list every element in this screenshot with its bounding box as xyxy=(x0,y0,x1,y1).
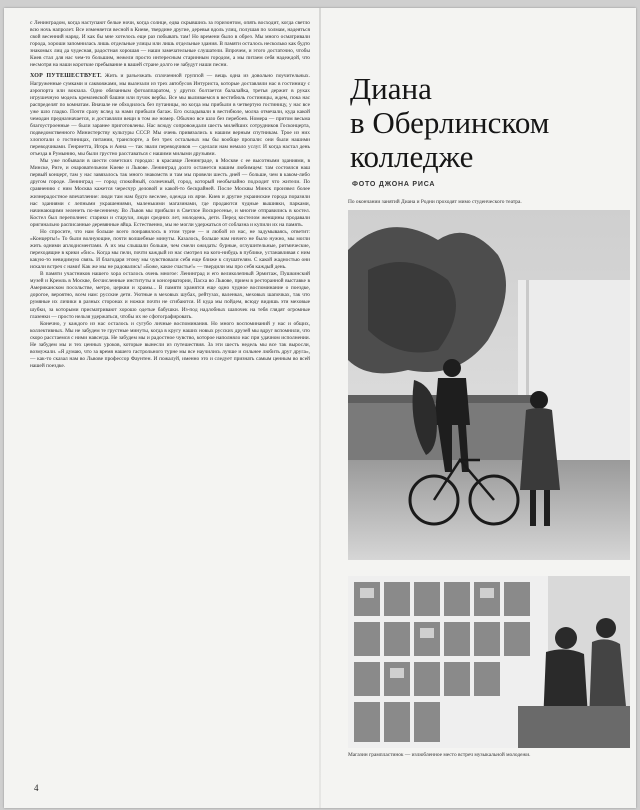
article-body-column xyxy=(30,20,310,790)
body-paragraph-2 xyxy=(30,73,310,158)
body-paragraph-4: Но спросите, что нам больше всего понравилось в этом турне — и любой из нас, не задумываясь, ответит: «Концерты!» То были волнующие, почти волшебные минуты. Казалось, больше нам ничего не было нужно, мы могли жить одними аплодисментами. А их мы слышали больше, чем смели ожидать: бурные, оглушительные, ритмические, переходящие в крики «бис». Когда мы пели, почти каждый из нас смотрел на кого-нибудь в публике, устанавливая с ним какую-то невидимую связь. И благодаря этому мы чувствовали себя еще ближе к слушателям. С какой жадностью они искали встреч с нами! Как же мы не радовались! «Боже, какое счастье!» — твердили мы про себя каждый день. xyxy=(30,228,310,271)
page-number: 4 xyxy=(34,783,39,793)
photo-credit: ФОТО ДЖОНА РИСА xyxy=(352,181,436,188)
campus-photo xyxy=(348,210,630,560)
body-paragraph-6: Конечно, у каждого из нас осталось и сугубо личные воспоминания. Но много воспоминаний у нас и общих, коллективных. Мы не забудем те грустные минуты, когда в кругу наших новых русских друзей мы вдруг вспомнили, что скоро расстаемся с ними навсегда. Не забудем мы и радостное чувство, которое наполняло нас при удачном исполнении. Не забудем мы и тех ценных уроков, которые вынесли из путешествия. За эти шесть недель мы все так выросли, возмужали. «Я думаю, что за время нашего гастрольного турне мы все научились лучше и сильнее любить друг друга», — как-то сказал нам во Львове профессор Фаунтен. И пожалуй, именно это и следует признать самым ценным во всей нашей поездке. xyxy=(30,320,310,369)
body-paragraph-3: Мы уже побывали в шести советских городах: в красавце Ленинграде, в Москве с ее высотными зданиями, в Минске, Риге, и очаровательном Киеве и Львове. Ленинград долго останется нашим любимцем: там состоялся наш первый концерт, там у нас завязалось так много знакомств и там мы провели шесть дней — больше, чем в каком-либо другом городе. Ленинград — город спокойный, солнечный, город, который необычайно подходит что жители. По сравнению с ним Москва кажется чересчур деловой и какой-то бескрайней. После Москвы Минск произвел более жизнерадостное впечатление: люди там нам будто веселее, одежда их ярче. Киев и другие украинские города поразили нас зданиями с лепными украшениями, маленькими магазинами, где продаются чудные вышивки, парками, начинающими зеленеть по-весеннему. Во Львов мы прибыли в Светлое Воскресенье, и многие отправились в костел. Костел был переполнен: старики и старухи, люди средних лет, молодежь, дети. Перед костелом женщины продавали оригинально расписанные деревянные яйца. Естественно, мы не могли удержаться от соблазна и купили их на память. xyxy=(30,158,310,228)
record-store-photo xyxy=(348,576,630,748)
article-title xyxy=(350,72,600,174)
bottom-photo-caption: Магазин грампластинок — излюбленное место встреч музыкальной молодежи. xyxy=(348,752,531,758)
body-paragraph-1: с Ленинградом, когда наступают белые ночи, когда солнце, едва скрывшись за горизонтом, опять восходит, когда светло всю ночь напролет. Все изменяется весной в Киеве, твердине другие, деревья вдоль улиц, полушая по холмам, надеяться свой весенний наряд. И как бы мне хотелось еще раз побывать там! Но времени было в обрез. Мы много осматривали города, хороши запомнилась лишь отдельные улицы или лишь отдельные здания. В памяти осталось несколько как будто знакомых лиц да чудесная, радостная хорошая — наши замечательные слушатели. Впрочем, и этого достаточно, чтобы Киев стал для нас чем-то большим, нежели просто интересным старинным городом, а мы питаем себя надеждой, что несмотря на наши короткие пребывание в вашей стране долго не забудут наши песни. xyxy=(30,20,310,69)
page-fold xyxy=(319,8,321,808)
body-paragraph-2-text: Жить и разъезжать сплоченной группой — вещь одна из довольно поучительных. Нагруженные сумками и саквояжами, мы вылезали из трех автобусов Интуриста, которые доставляли нас в гостиницу с аэропорта или вокзала. Одно обязанным фотоаппаратом, у других болтается балалайка, третья держит в руках игрушечную модель кремлевской башни или пучок вербы. Все мы выливаемся в вестибюль гостиницы, ждем, пока нас распределят по комнатам. Вначале не обходилось без путаницы, но когда мы прибыли в четвертую гостиницу, у нас все уже шло гладко. Почти сразу вслед за нами прибыли багаж. Его складывали в вестибюле, молча отмечали, куда какой чемодан предназначается, и доставляли вещи в том же номер. Обычно все шло без перебоев. Номера — притом весьма благоустроенные — были заранее приготовлены. Нас всюду сопровождали шесть милейших сотрудников Госконцерта, подведомственного Министерству культуры СССР. Мы очень привязались к нашим верным спутникам. Трое из них хлопотали о гостиницах, питании, транспорте, а без трех остальных мы бы вообще пропали: они были нашими переводчиками. Генриетта, Игорь и Анна — так звали переводчиков — сделали нам немало услуг. И когда настал день отъезда в Румынию, мы были грустно расставаться с нашими милыми друзьями. xyxy=(30,73,310,158)
section-run-in-heading: ХОР ПУТЕШЕСТВУЕТ. xyxy=(30,73,102,80)
title-line-2: в Оберлинском xyxy=(350,105,550,140)
top-photo-caption: По окончании занятий Диана и Родни проходят мимо студенческого театра. xyxy=(348,199,522,205)
title-line-1: Диана xyxy=(350,71,432,106)
body-paragraph-5: В памяти участников нашего хора осталось очень многое: Ленинград и его великолепный Эрмитаж, Пушкинский музей и Кремль в Москве, бесчисленные институты и консерватории, Пасха во Львове, прием в ресторанной выставке в Американском посольстве, метро, церкви и храмы... В памяти хранятся еще одно чудное воспоминание о поездке, дорогое, вероятно, всем нам: русские дети. Уютные в меховых шубах, рейтузах, валенках, меховых шапочках, так что румяные их личики в разных сторонах и ножки почти не сгибаются. И куда мы пойдем, всюду видишь эти меховые шубки, за которыми присматривают хорошо одетые бабушки. Из-под надлобных шапочек на тебя глядят огромные глазенки — просто нельзя удержаться, чтобы их не сфотографировать. xyxy=(30,271,310,320)
title-line-3: колледже xyxy=(350,139,474,174)
